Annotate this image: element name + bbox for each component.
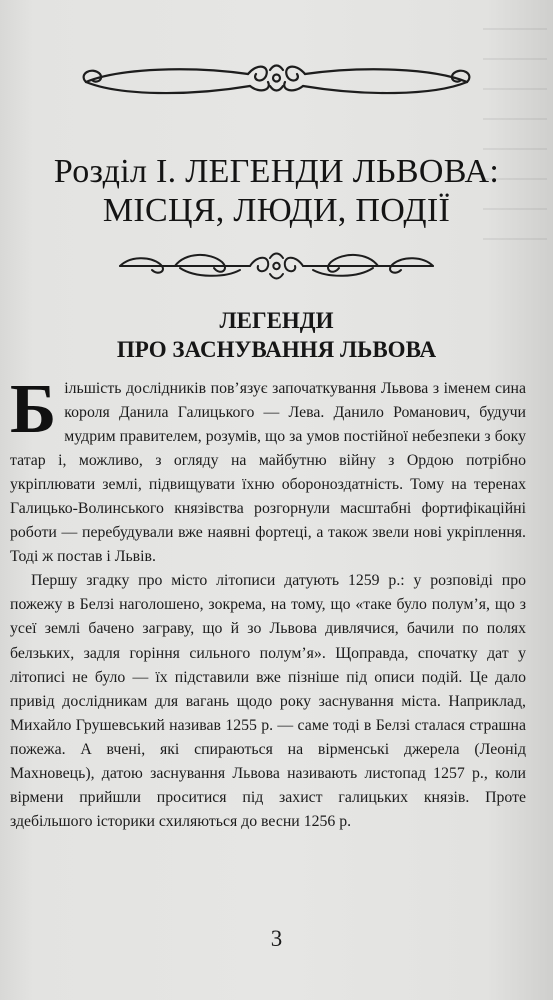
chapter-title-line2: МІСЦЯ, ЛЮДИ, ПОДІЇ [102, 192, 451, 229]
drop-cap: Б [10, 371, 57, 448]
chapter-title [20, 152, 533, 230]
section-title-line1: ЛЕГЕНДИ [219, 308, 334, 333]
page-number: 3 [270, 926, 283, 951]
section-title-line2: ПРО ЗАСНУВАННЯ ЛЬВОВА [116, 337, 437, 362]
body-text [10, 371, 526, 834]
top-flourish-ornament [0, 52, 553, 100]
paragraph-2: Першу згадку про місто літописи датують 1259 р.: у розповіді про пожежу в Белзі наголошено, зокрема, на тому, що «таке було полум’я, що з усеї землі бачено заграву, що й зо Львова дивлячися, бачили по полях белзьких, задля горіння сильного полум’я». Щоправда, спочатку дат у літописі не було — їх підставили вже пізніше під описи подій. Це дало привід дослідникам для вагань щодо року заснування міста. Наприклад, Михайло Грушевський називав 1255 р. — саме тоді в Белзі сталася страшна пожежа. А вчені, які спираються на вірменські джерела (Леонід Махновець), датою заснування Львова називають листопад 1257 р., коли вірмени прийшли проситися під захист галицьких князів. Проте здебільшого історики схиляються до весни 1256 р. [10, 572, 526, 830]
chapter-title-line1: Розділ І. ЛЕГЕНДИ ЛЬВОВА: [53, 153, 500, 190]
section-title [20, 306, 533, 364]
middle-flourish-ornament [0, 244, 553, 284]
paragraph-1-text: ільшість дослідників пов’язує започаткування Львова з іменем сина короля Данила Галицького — Лева. Данило Романович, будучи мудрим правителем, розумів, що за умов постійної небезпеки з боку татар і, можливо, з огляду на майбутню війну з Ордою потрібно укріплювати землі, підвищувати їхню обороноздатність. Тому на теренах Галицько-Волинського князівства розгорнули масштабні фортифікаційні роботи — перебудували вже наявні фортеці, а також звели нові укріплення. Тоді ж постав і Львів. [10, 380, 526, 566]
paragraph-1 [10, 371, 526, 569]
